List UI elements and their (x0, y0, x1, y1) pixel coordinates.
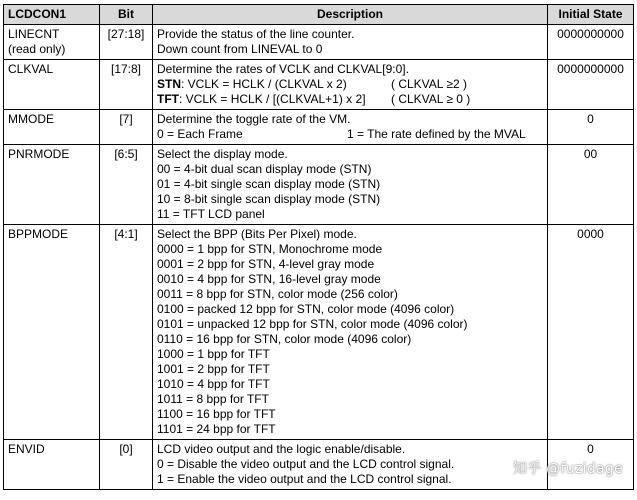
field-cell (4, 440, 100, 490)
bit-cell: [7] (100, 110, 153, 145)
header-initial-state: Initial State (548, 5, 634, 25)
bit-cell: [0] (100, 440, 153, 490)
field-name: LINECNT (8, 27, 60, 41)
description-line: 1 = Enable the video output and the LCD control signal. (157, 472, 452, 486)
field-note: (read only) (8, 42, 66, 56)
field-cell (4, 145, 100, 225)
field-cell (4, 225, 100, 440)
description-cell (153, 60, 548, 110)
option-line: 1101 = 24 bpp for TFT (157, 422, 276, 436)
tft-condition: ( CLKVAL ≥ 0 ) (391, 92, 471, 106)
mmode-option-0: 0 = Each Frame (157, 127, 243, 141)
bit-cell: [6:5] (100, 145, 153, 225)
initial-state-cell: 00 (548, 145, 634, 225)
description-cell (153, 440, 548, 490)
bit-cell: [4:1] (100, 225, 153, 440)
table-row-mmode (4, 110, 634, 145)
option-line: 1100 = 16 bpp for TFT (157, 407, 276, 421)
header-field: LCDCON1 (4, 5, 100, 25)
option-line: 11 = TFT LCD panel (157, 207, 265, 221)
option-line: 0011 = 8 bpp for STN, color mode (256 color) (157, 287, 398, 301)
field-cell (4, 25, 100, 60)
option-line: 1000 = 1 bpp for TFT (157, 347, 270, 361)
description-line: Determine the rates of VCLK and CLKVAL[9:0]. (157, 62, 409, 76)
description-line: 0 = Disable the video output and the LCD control signal. (157, 457, 455, 471)
field-name: BPPMODE (8, 227, 69, 241)
field-name: ENVID (8, 442, 45, 456)
option-line: 0000 = 1 bpp for STN, Monochrome mode (157, 242, 383, 256)
stn-formula-line (157, 77, 543, 92)
initial-state-cell: 0 (548, 440, 634, 490)
option-line: 00 = 4-bit dual scan display mode (STN) (157, 162, 372, 176)
tft-formula: : VCLK = HCLK / [(CLKVAL+1) x 2] (179, 92, 366, 106)
description-line: Select the display mode. (157, 147, 288, 161)
header-bit: Bit (100, 5, 153, 25)
field-name: CLKVAL (8, 62, 54, 76)
description-line: Down count from LINEVAL to 0 (157, 42, 323, 56)
field-cell (4, 60, 100, 110)
stn-condition: ( CLKVAL ≥2 ) (391, 77, 467, 91)
table-header-row (4, 5, 634, 25)
description-line: Determine the toggle rate of the VM. (157, 112, 351, 126)
stn-label: STN (157, 77, 181, 91)
table-row-pnrmode (4, 145, 634, 225)
description-cell (153, 225, 548, 440)
lcdcon1-register-table (3, 4, 634, 490)
option-line: 0110 = 16 bpp for STN, color mode (4096 color) (157, 332, 412, 346)
mmode-option-1: 1 = The rate defined by the MVAL (347, 127, 526, 141)
option-line: 0001 = 2 bpp for STN, 4-level gray mode (157, 257, 375, 271)
table-row-clkval (4, 60, 634, 110)
option-line: 01 = 4-bit single scan display mode (STN) (157, 177, 381, 191)
option-line: 1001 = 2 bpp for TFT (157, 362, 270, 376)
option-line: 1011 = 8 bpp for TFT (157, 392, 269, 406)
watermark-text: 知乎 @fuzidage (512, 461, 623, 477)
bit-cell: [17:8] (100, 60, 153, 110)
tft-label: TFT (157, 92, 179, 106)
description-line: LCD video output and the logic enable/disable. (157, 442, 406, 456)
bit-cell: [27:18] (100, 25, 153, 60)
description-line: Provide the status of the line counter. (157, 27, 355, 41)
option-line: 0100 = packed 12 bpp for STN, color mode (4096 color) (157, 302, 455, 316)
description-cell (153, 25, 548, 60)
table-row-linecnt (4, 25, 634, 60)
initial-state-cell: 0000000000 (548, 25, 634, 60)
mmode-options-line (157, 127, 543, 142)
description-line: Select the BPP (Bits Per Pixel) mode. (157, 227, 357, 241)
initial-state-cell: 0 (548, 110, 634, 145)
option-line: 0010 = 4 bpp for STN, 16-level gray mode (157, 272, 381, 286)
field-name: PNRMODE (8, 147, 70, 161)
description-cell (153, 110, 548, 145)
table-row-bppmode (4, 225, 634, 440)
field-name: MMODE (8, 112, 54, 126)
option-line: 0101 = unpacked 12 bpp for STN, color mode (4096 color) (157, 317, 468, 331)
initial-state-cell: 0000 (548, 225, 634, 440)
tft-formula-line (157, 92, 543, 107)
option-line: 10 = 8-bit single scan display mode (STN) (157, 192, 381, 206)
option-line: 1010 = 4 bpp for TFT (157, 377, 270, 391)
header-description: Description (153, 5, 548, 25)
field-cell (4, 110, 100, 145)
stn-formula: : VCLK = HCLK / (CLKVAL x 2) (181, 77, 347, 91)
description-cell (153, 145, 548, 225)
initial-state-cell: 0000000000 (548, 60, 634, 110)
